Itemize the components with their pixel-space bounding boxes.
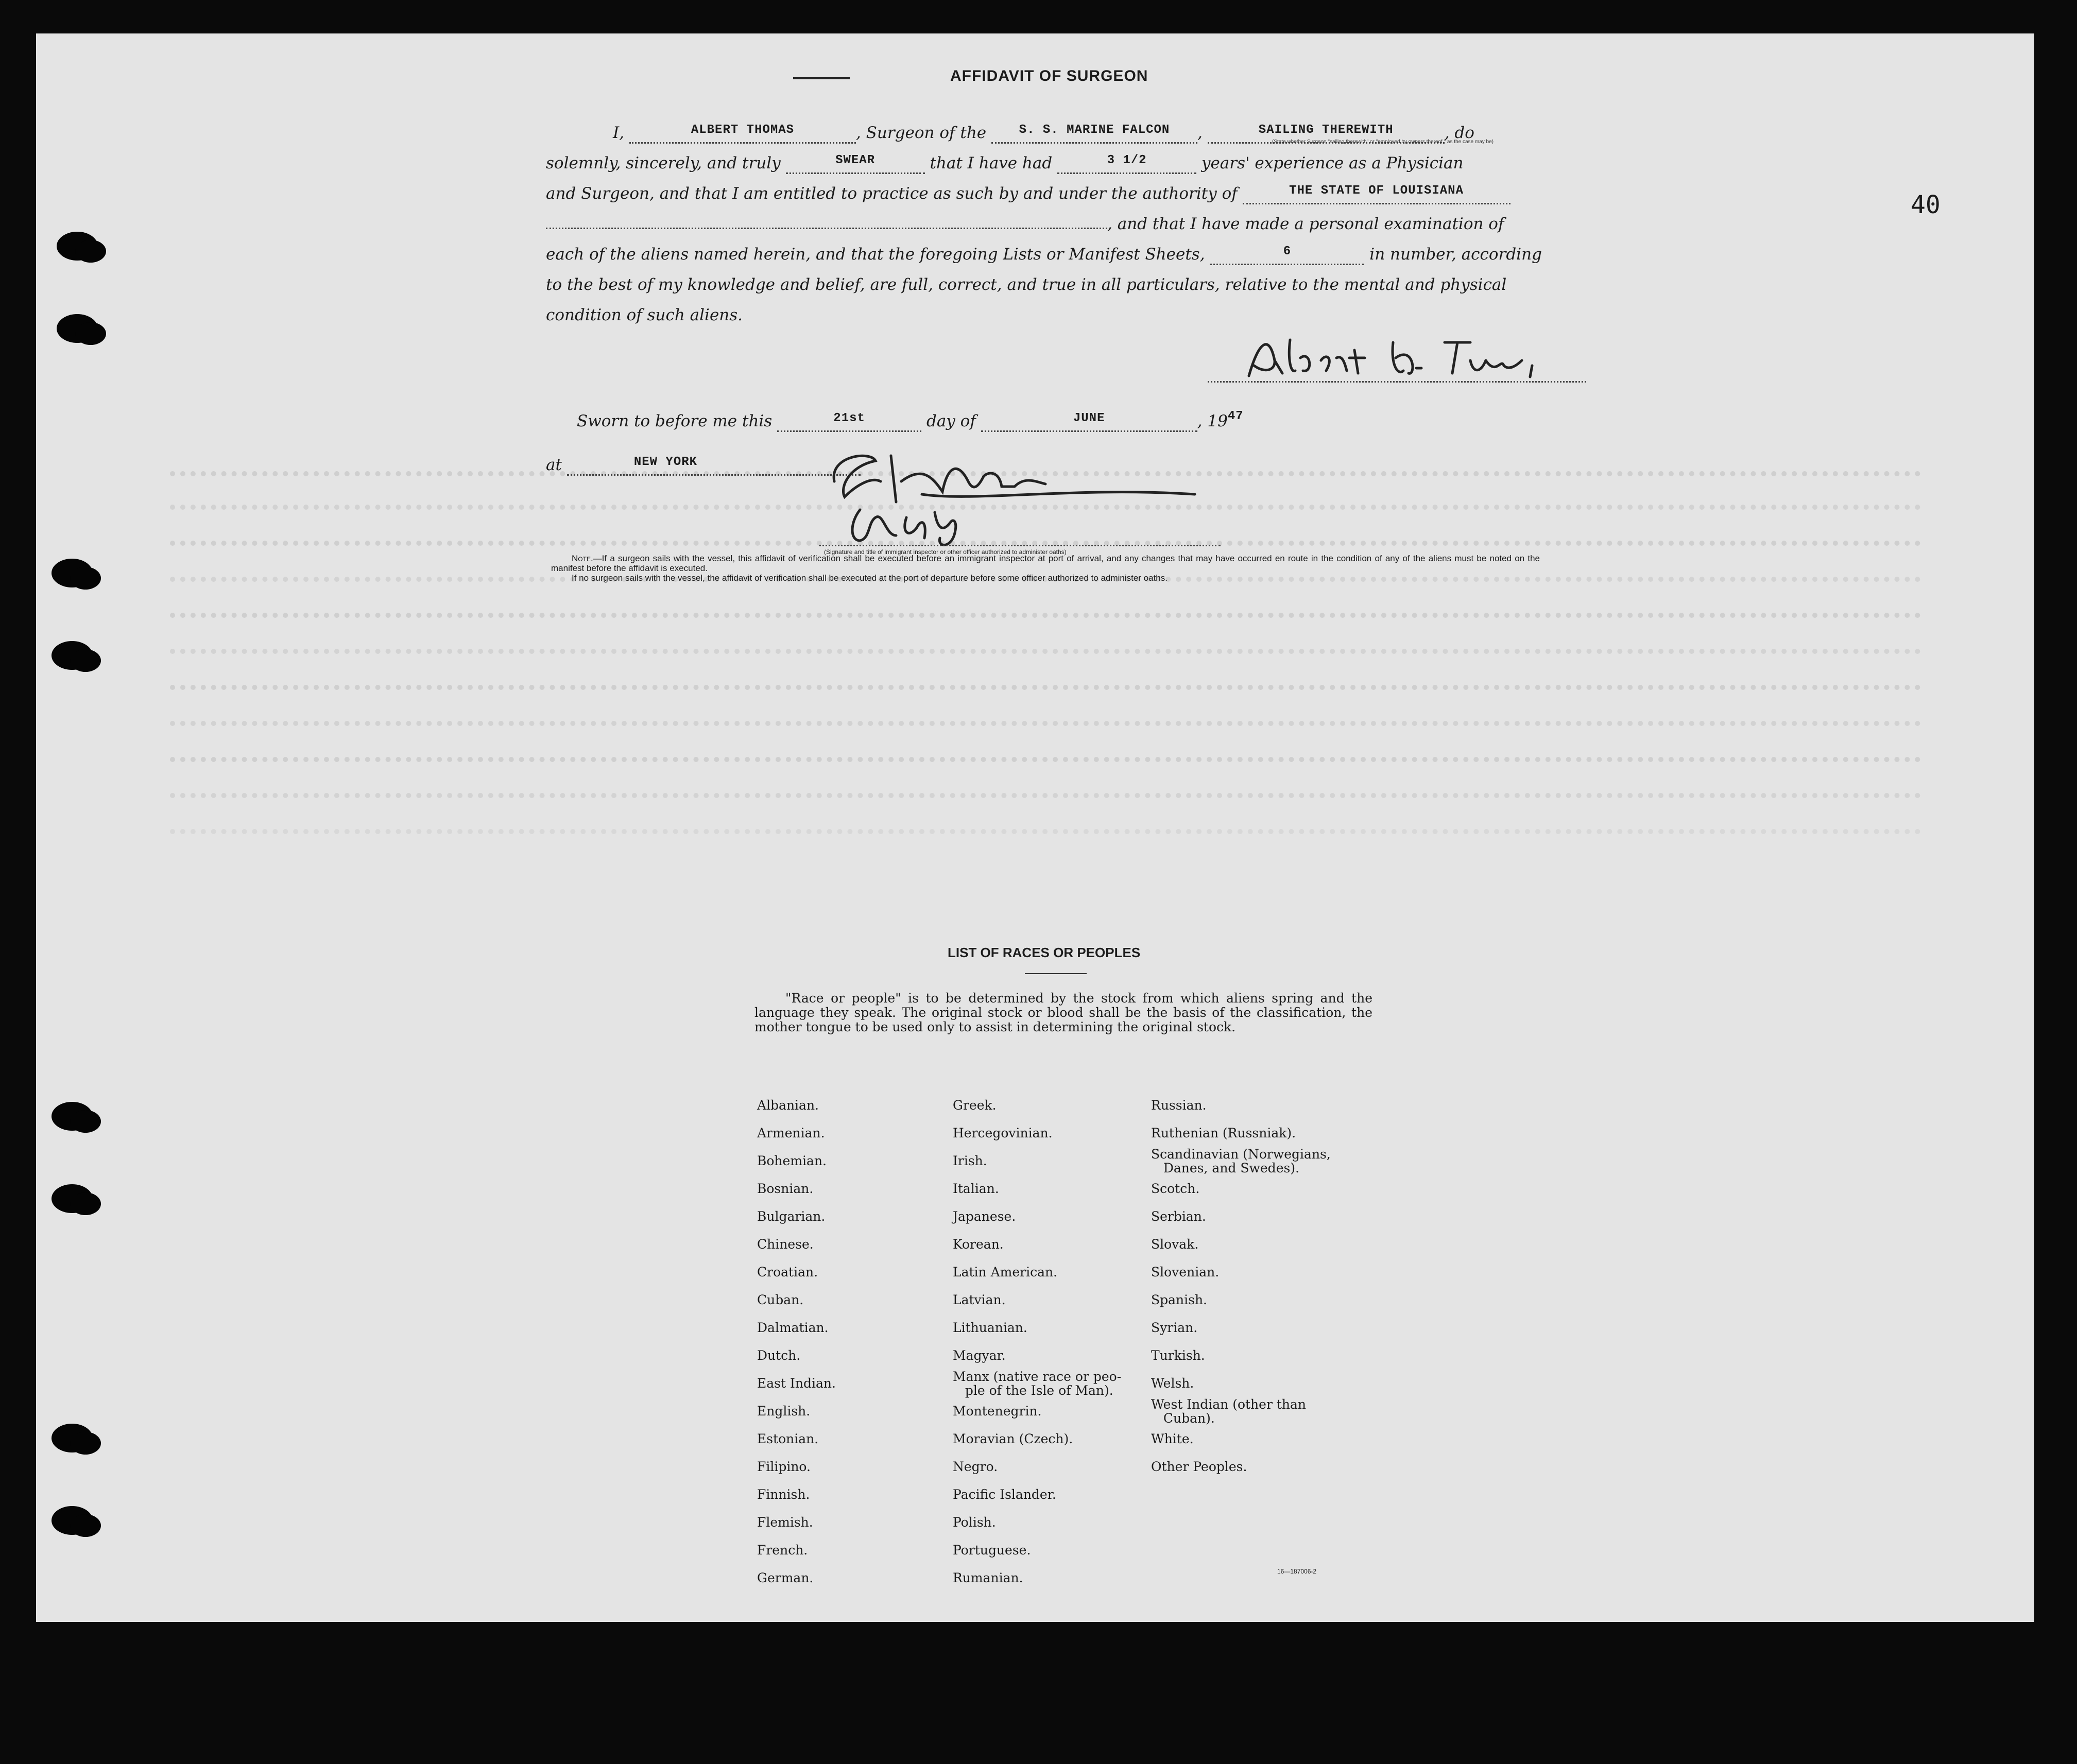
text-fragment: , Surgeon of the [855, 124, 987, 142]
sheet-count: 6 [1283, 245, 1292, 258]
punch-hole [57, 232, 98, 261]
note-paragraph-1: —If a surgeon sails with the vessel, this affidavit of verification shall be executed before an immigrant inspector at port of arrival, and any changes that may have occurred en route in the condition of any of the aliens must be noted on the manifest before the affidavit is executed. [551, 554, 1540, 573]
race-item: Turkish. [1151, 1348, 1205, 1363]
punch-hole [52, 1184, 93, 1213]
race-item: Scotch. [1151, 1181, 1200, 1196]
vessel-name: S. S. MARINE FALCON [1019, 123, 1170, 137]
race-item: Albanian. [757, 1098, 819, 1113]
race-item: Hercegovinian. [953, 1126, 1053, 1140]
race-item: Ruthenian (Russniak). [1151, 1126, 1296, 1140]
title-dash [793, 77, 850, 79]
page-number: 40 [1911, 191, 1941, 219]
race-item: Spanish. [1151, 1292, 1208, 1307]
note-label: Note. [572, 554, 593, 563]
race-item: Korean. [953, 1237, 1004, 1252]
punch-hole [52, 1424, 93, 1452]
affidavit-line-1: I, $^{ALBERT THOMAS}$ , Surgeon of the $^{S. S. MARINE FALCON}$ , $^{SAILING THEREWITH}$ , do [546, 124, 1474, 144]
note-paragraph-2: If no surgeon sails with the vessel, the affidavit of verification shall be executed at the port of departure before some officer authorized to administer oaths. [572, 573, 1168, 583]
officer-caption: (Signature and title of immigrant inspector or other officer authorized to administer oaths) [824, 548, 1067, 556]
punch-hole [52, 559, 93, 587]
race-item: Other Peoples. [1151, 1459, 1247, 1474]
surgeon-status: SAILING THEREWITH [1258, 123, 1394, 137]
affidavit-title: AFFIDAVIT OF SURGEON [950, 67, 1148, 84]
form-number: 16—187006-2 [1277, 1568, 1317, 1575]
affidavit-line-6: to the best of my knowledge and belief, are full, correct, and true in all particulars, relative to the mental and physical [546, 275, 1507, 294]
surgeon-name: ALBERT THOMAS [691, 123, 795, 137]
race-item: Polish. [953, 1515, 996, 1530]
punch-hole [52, 1506, 93, 1535]
race-item: Latin American. [953, 1265, 1058, 1279]
oath-word: SWEAR [835, 153, 876, 167]
race-item: Bosnian. [757, 1181, 814, 1196]
races-intro: "Race or people" is to be determined by the stock from which aliens spring and the language they speak. The original stock or blood shall be the basis of the classification, the mother tongue to be used only to assist in determining the original stock. [754, 991, 1372, 1034]
officer-signature [819, 445, 1210, 548]
race-item: Estonian. [757, 1431, 819, 1446]
race-item: Finnish. [757, 1487, 810, 1502]
race-item: Italian. [953, 1181, 999, 1196]
title-rule [1025, 973, 1087, 974]
text-fragment: each of the aliens named herein, and that the foregoing Lists or Manifest Sheets, [546, 245, 1205, 264]
punch-hole [57, 314, 98, 343]
race-item: Pacific Islander. [953, 1487, 1056, 1502]
text-fragment: , and that I have made a personal examination of [1107, 215, 1504, 233]
text-fragment: I, [613, 124, 625, 142]
race-item: White. [1151, 1431, 1194, 1446]
race-item: Cuban. [757, 1292, 804, 1307]
race-item: English. [757, 1404, 811, 1419]
punch-hole [52, 1102, 93, 1131]
races-column-1 [757, 1092, 836, 1592]
race-item: Scandinavian (Norwegians, Danes, and Swedes). [1151, 1147, 1331, 1175]
sworn-month: JUNE [1073, 411, 1105, 425]
race-item: Japanese. [953, 1209, 1016, 1224]
sworn-line [546, 409, 1244, 432]
race-item: Flemish. [757, 1515, 813, 1530]
race-item: Portuguese. [953, 1543, 1031, 1558]
race-item: Moravian (Czech). [953, 1431, 1073, 1446]
text-fragment: day of [926, 412, 976, 430]
race-item: German. [757, 1570, 814, 1585]
races-list-title: LIST OF RACES OR PEOPLES [948, 945, 1141, 960]
affidavit-line-3 [546, 184, 1510, 204]
race-item: Rumanian. [953, 1570, 1023, 1585]
races-column-2 [953, 1092, 1121, 1592]
race-item: Montenegrin. [953, 1404, 1042, 1419]
text-fragment: , 19 [1197, 412, 1228, 430]
punch-hole [52, 641, 93, 670]
race-item: Dalmatian. [757, 1320, 829, 1335]
text-fragment: Sworn to before me this [577, 412, 773, 430]
race-item: Greek. [953, 1098, 997, 1113]
text-fragment: , do [1444, 124, 1474, 142]
text-fragment: that I have had [930, 154, 1053, 172]
race-item: Syrian. [1151, 1320, 1198, 1335]
race-item: Dutch. [757, 1348, 801, 1363]
race-item: Manx (native race or peo- ple of the Isle of Man). [953, 1369, 1122, 1398]
race-item: Armenian. [757, 1126, 825, 1140]
race-item: Negro. [953, 1459, 998, 1474]
race-item: Russian. [1151, 1098, 1207, 1113]
race-item: Filipino. [757, 1459, 811, 1474]
race-item: Slovenian. [1151, 1265, 1220, 1279]
race-item: Lithuanian. [953, 1320, 1027, 1335]
text-fragment: in number, according [1369, 245, 1542, 264]
race-item: Serbian. [1151, 1209, 1206, 1224]
race-item: Croatian. [757, 1265, 818, 1279]
race-item: Latvian. [953, 1292, 1006, 1307]
race-item: Bohemian. [757, 1153, 827, 1168]
race-item: Slovak. [1151, 1237, 1199, 1252]
race-item: Irish. [953, 1153, 987, 1168]
sworn-place: NEW YORK [633, 455, 698, 469]
affidavit-line-2 [546, 154, 1463, 174]
race-item: Magyar. [953, 1348, 1006, 1363]
affidavit-line-5 [546, 245, 1542, 265]
text-fragment: years' experience as a Physician [1201, 154, 1464, 172]
race-item: Welsh. [1151, 1376, 1194, 1391]
authority: THE STATE OF LOUISIANA [1289, 184, 1464, 198]
status-instruction: (State whether Surgeon "sailing therewith" or "employed by owners thereof," as the case may be) [1272, 139, 1494, 145]
officer-signature-line [819, 545, 1221, 546]
races-column-3 [1151, 1092, 1331, 1481]
years-experience: 3 1/2 [1107, 153, 1147, 167]
text-fragment: solemnly, sincerely, and truly [546, 154, 781, 172]
text-fragment: at [546, 456, 562, 474]
race-item: West Indian (other than Cuban). [1151, 1397, 1307, 1426]
note-block [551, 554, 1540, 583]
document-page [36, 33, 2034, 1622]
text-fragment: and Surgeon, and that I am entitled to practice as such by and under the authority of [546, 184, 1238, 203]
affidavit-line-4 [546, 215, 1504, 233]
race-item: Chinese. [757, 1237, 814, 1252]
place-line [546, 456, 861, 476]
race-item: East Indian. [757, 1376, 836, 1391]
sworn-year: 47 [1227, 409, 1244, 423]
signature-line [1208, 381, 1586, 383]
sworn-day: 21st [833, 411, 865, 425]
race-item: Bulgarian. [757, 1209, 826, 1224]
race-item: French. [757, 1543, 808, 1558]
affidavit-line-7: condition of such aliens. [546, 306, 743, 324]
